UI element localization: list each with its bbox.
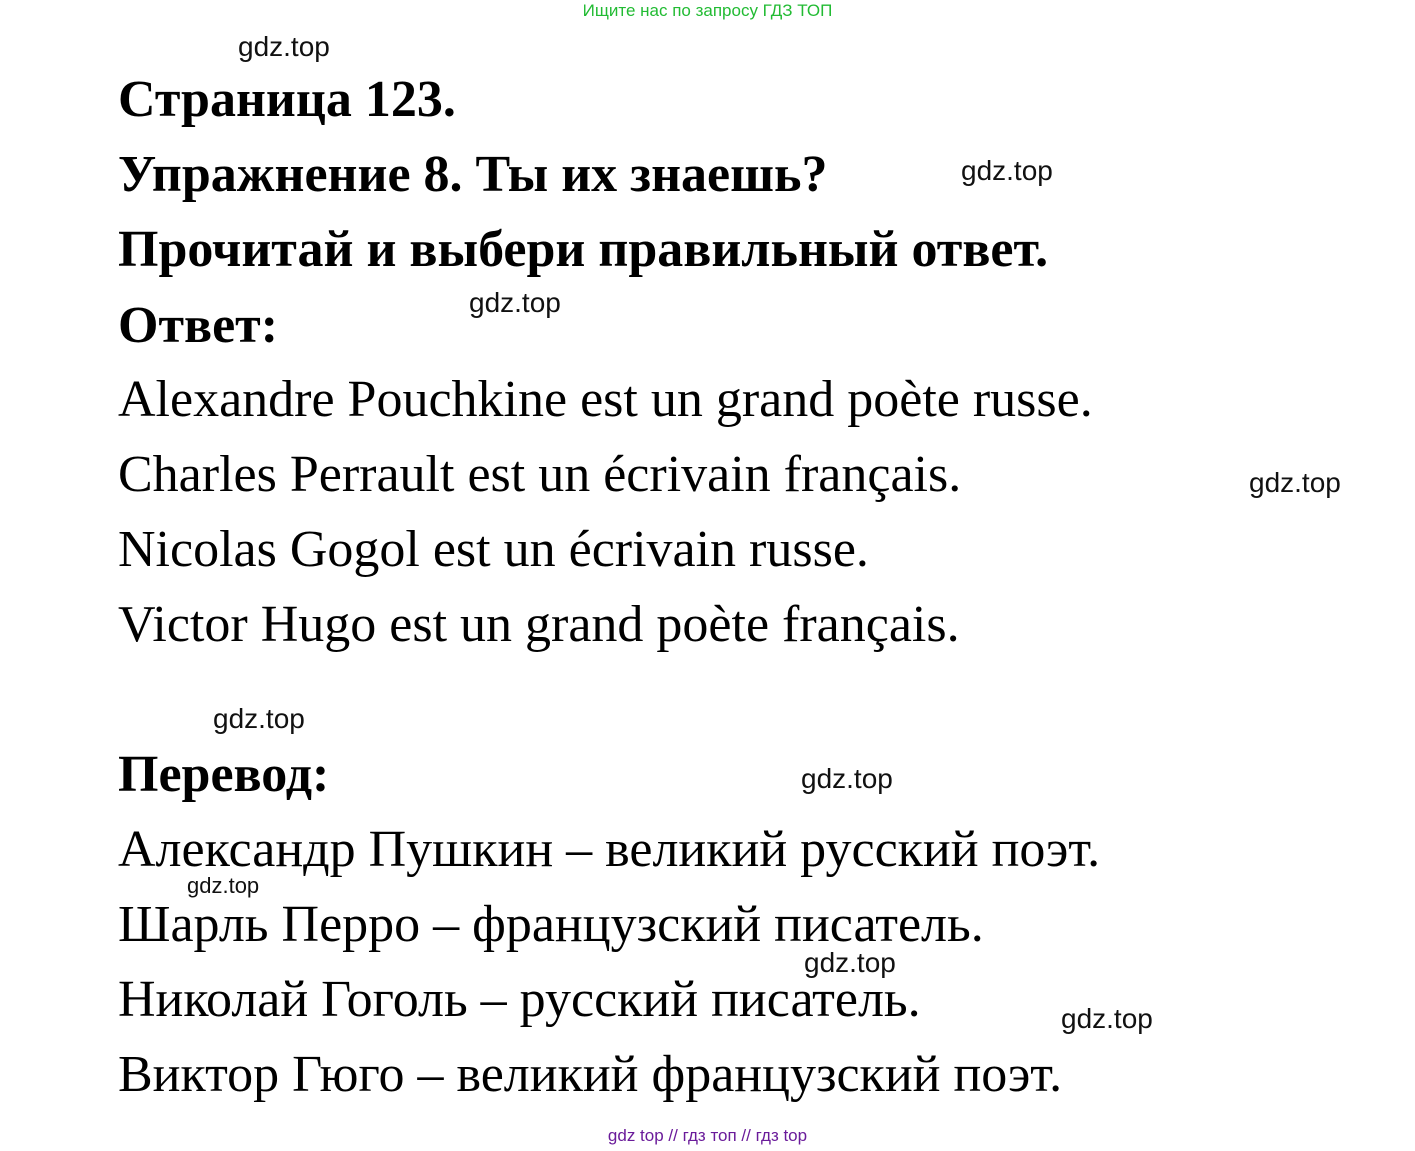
translation-line: Николай Гоголь – русский писатель. — [118, 971, 921, 1028]
translation-line: Александр Пушкин – великий русский поэт. — [118, 821, 1101, 878]
watermark: gdz.top — [213, 703, 305, 734]
watermark: gdz.top — [469, 287, 561, 318]
answer-line: Alexandre Pouchkine est un grand poète russe. — [118, 371, 1093, 428]
translation-line: Виктор Гюго – великий французский поэт. — [118, 1046, 1063, 1103]
answer-line: Victor Hugo est un grand poète français. — [118, 596, 960, 653]
exercise-title: Упражнение 8. Ты их знаешь? — [118, 146, 828, 203]
watermark: gdz.top — [1061, 1003, 1153, 1034]
instruction: Прочитай и выбери правильный ответ. — [118, 221, 1049, 278]
watermark: gdz.top — [961, 155, 1053, 186]
answer-line: Nicolas Gogol est un écrivain russe. — [118, 521, 869, 578]
translation-heading: Перевод: — [118, 746, 330, 803]
watermark: gdz.top — [238, 31, 330, 62]
page-title: Страница 123. — [118, 71, 456, 128]
answer-heading: Ответ: — [118, 297, 279, 354]
top-banner: Ищите нас по запросу ГДЗ ТОП — [582, 1, 833, 20]
answer-line: Charles Perrault est un écrivain français. — [118, 446, 962, 503]
watermark: gdz.top — [801, 763, 893, 794]
watermark: gdz.top — [1249, 467, 1341, 498]
watermark: gdz.top — [187, 873, 260, 898]
footer-links[interactable]: gdz top // гдз топ // гдз top — [607, 1126, 808, 1145]
watermark: gdz.top — [804, 947, 896, 978]
translation-line: Шарль Перро – французский писатель. — [118, 896, 984, 953]
